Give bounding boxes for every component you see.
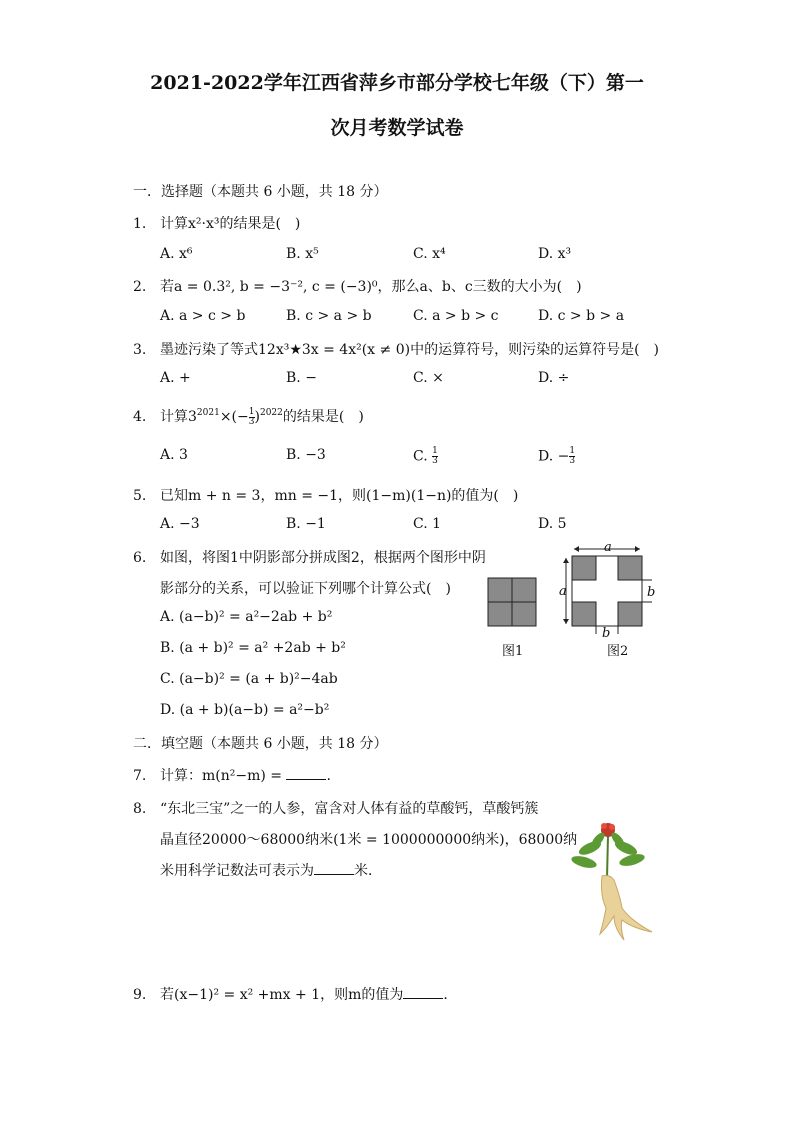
option-d: D. c > b > a <box>538 308 625 324</box>
option-a: A. −3 <box>160 516 200 532</box>
option-b: B. −3 <box>286 447 326 463</box>
option-c: C. (a−b)² = (a + b)²−4ab <box>160 671 338 687</box>
question-3 <box>133 339 659 359</box>
question-number: 5. <box>133 488 147 504</box>
question-text: 计算x²·x³的结果是( ) <box>160 216 301 232</box>
option-d: D. 5 <box>538 516 567 532</box>
label-a-left: a <box>559 584 567 599</box>
option-c <box>413 447 438 466</box>
question-text-part: 计算3 <box>160 409 197 425</box>
option-c: C. × <box>413 370 444 386</box>
figure-2-label: 图2 <box>607 644 629 659</box>
option-c: C. a > b > c <box>413 308 499 324</box>
question-4: 4. 计算$3^{2021}\times(-$ $\frac{1}{3}$ )$^{2022}$的结果是( ) <box>133 406 364 427</box>
question-number: 7. <box>133 768 147 784</box>
question-8 <box>133 798 538 818</box>
option-b: B. − <box>286 370 317 386</box>
question-number: 6. <box>133 550 147 566</box>
question-text: 墨迹污染了等式12x³★3x = 4x²(x ≠ 0)中的运算符号，则污染的运算符号是( ) <box>160 342 660 358</box>
question-number: 2. <box>133 279 147 295</box>
fraction <box>249 408 255 427</box>
question-text: 若a = 0.3², b = −3⁻², c = (−3)⁰，那么a、b、c三数的大小为( ) <box>160 279 582 295</box>
answer-blank[interactable] <box>314 862 354 875</box>
question-8-line2: 晶直径20000～68000纳米(1米 = 1000000000纳米)，68000纳 <box>160 832 578 848</box>
fraction-denominator: 3 <box>248 416 255 427</box>
question-7 <box>133 765 331 785</box>
question-number: 9. <box>133 987 147 1003</box>
fraction <box>569 447 575 466</box>
question-number: 1. <box>133 216 147 232</box>
option-d: D. (a + b)(a−b) = a²−b² <box>160 702 330 718</box>
option-a: A. (a−b)² = a²−2ab + b² <box>160 609 333 625</box>
question-number: 8. <box>133 801 147 817</box>
label-a-top: a <box>604 540 612 555</box>
figure-1-label: 图1 <box>502 644 524 659</box>
label-b-right: b <box>647 585 656 600</box>
option-d <box>538 447 575 466</box>
question-number: 4. <box>133 409 147 425</box>
exponent: 2022 <box>259 408 283 418</box>
question-number: 3. <box>133 342 147 358</box>
fraction-numerator: 1 <box>248 406 255 417</box>
answer-blank[interactable] <box>286 767 326 780</box>
option-b: B. x⁵ <box>286 246 319 262</box>
option-b: B. −1 <box>286 516 326 532</box>
answer-blank[interactable] <box>403 986 443 999</box>
fraction-denominator: 3 <box>432 456 438 466</box>
figure-1 <box>488 578 536 626</box>
question-8-line3 <box>160 860 382 880</box>
option-a: A. a > c > b <box>160 308 246 324</box>
option-c: C. 1 <box>413 516 442 532</box>
question-6 <box>133 547 486 567</box>
ginseng-root-icon <box>600 876 652 941</box>
fraction-numerator: 1 <box>432 446 438 456</box>
question-text: 若(x−1)² = x² +mx + 1，则m的值为 <box>160 987 404 1003</box>
option-b: B. c > a > b <box>286 308 372 324</box>
ginseng-illustration <box>560 816 660 946</box>
option-d: D. x³ <box>538 246 572 262</box>
question-5 <box>133 485 518 505</box>
option-a: A. 3 <box>160 447 188 463</box>
question-2 <box>133 276 582 296</box>
option-d: D. ÷ <box>538 370 570 386</box>
fraction <box>432 447 438 466</box>
question-end: . <box>326 768 331 784</box>
section-fill-heading: 二．填空题（本题共 6 小题，共 18 分） <box>133 736 388 752</box>
option-c: C. x⁴ <box>413 246 446 262</box>
question-1 <box>133 213 300 233</box>
question-text-part: ×(− <box>219 409 249 425</box>
fraction-numerator: 1 <box>569 446 576 456</box>
question-6-line2: 影部分的关系，可以验证下列哪个计算公式( ) <box>160 581 451 597</box>
question-end: 米． <box>354 863 382 879</box>
option-a: A. x⁶ <box>160 246 193 262</box>
question-text-part: 的结果是( ) <box>282 409 364 425</box>
exponent: 2021 <box>196 408 220 418</box>
question-end: ． <box>443 987 458 1003</box>
question-text: 如图，将图1中阴影部分拼成图2，根据两个图形中阴 <box>160 550 486 566</box>
exam-title-line1: 2021-2022学年江西省萍乡市部分学校七年级（下）第一 <box>150 72 644 94</box>
question-text: 已知m + n = 3，mn = −1，则(1−m)(1−n)的值为( ) <box>160 488 519 504</box>
figure-2 <box>563 546 652 634</box>
fraction-denominator: 3 <box>569 456 576 466</box>
section-choice-heading: 一．选择题（本题共 6 小题，共 18 分） <box>133 184 388 200</box>
question-text: “东北三宝”之一的人参，富含对人体有益的草酸钙，草酸钙簇 <box>160 801 539 817</box>
option-a: A. + <box>160 370 191 386</box>
label-b-bottom: b <box>602 626 611 641</box>
option-c-label: C. <box>413 448 428 465</box>
question-text: 米用科学记数法可表示为 <box>160 863 314 879</box>
option-d-label: D. − <box>538 448 570 465</box>
question-9 <box>133 984 457 1004</box>
question-text: 计算：m(n²−m) = <box>160 768 287 784</box>
option-b: B. (a + b)² = a² +2ab + b² <box>160 640 346 656</box>
exam-title-line2: 次月考数学试卷 <box>330 117 464 139</box>
